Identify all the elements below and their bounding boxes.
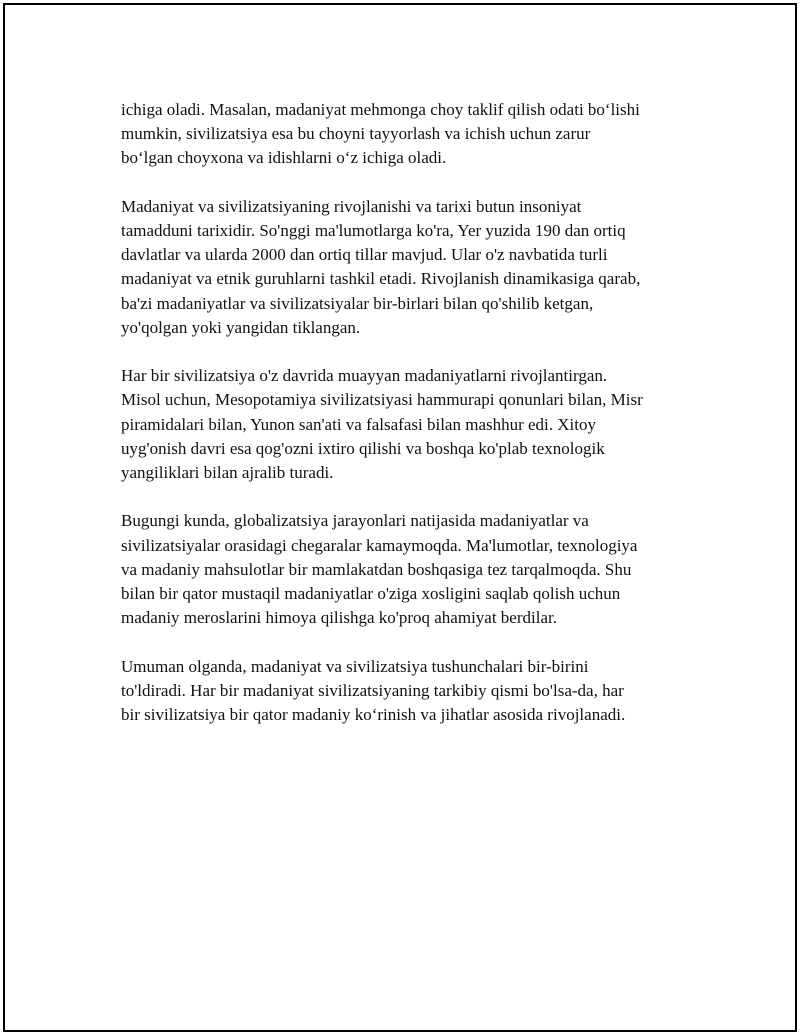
text-line: va madaniy mahsulotlar bir mamlakatdan boshqasiga tez tarqalmoqda. Shu	[121, 559, 632, 579]
text-line: mumkin, sivilizatsiya esa bu choyni tayyorlash va ichish uchun zarur	[121, 124, 591, 144]
text-line: yo'qolgan yoki yangidan tiklangan.	[121, 317, 361, 337]
text-line: bilan bir qator mustaqil madaniyatlar o'ziga xosligini saqlab qolish uchun	[121, 584, 621, 604]
text-line: Misol uchun, Mesopotamiya sivilizatsiyasi hammurapi qonunlari bilan, Misr	[121, 390, 643, 410]
text-line: uyg'onish davri esa qog'ozni ixtiro qilishi va boshqa ko'plab texnologik	[121, 438, 605, 458]
text-line: tamadduni tarixidir. So'nggi ma'lumotlarga ko'ra, Yer yuzida 190 dan ortiq	[121, 221, 626, 240]
text-line: Umuman olganda, madaniyat va sivilizatsiya tushunchalari bir-birini	[121, 656, 589, 676]
document-body	[121, 98, 701, 751]
text-line: boʻlgan choyxona va idishlarni oʻz ichiga oladi.	[121, 148, 447, 168]
text-line: madaniy meroslarini himoya qilishga ko'proq ahamiyat berdilar.	[121, 608, 557, 628]
paragraph-2	[121, 195, 701, 340]
text-line: bir sivilizatsiya bir qator madaniy koʻrinish va jihatlar asosida rivojlanadi.	[121, 705, 626, 725]
text-line: davlatlar va ularda 2000 dan ortiq tillar mavjud. Ular o'z navbatida turli	[121, 245, 608, 265]
text-line: madaniyat va etnik guruhlarni tashkil etadi. Rivojlanish dinamikasiga qarab,	[121, 269, 641, 289]
text-line: to'ldiradi. Har bir madaniyat sivilizatsiyaning tarkibiy qismi bo'lsa-da, har	[121, 680, 624, 700]
paragraph-1	[121, 98, 701, 171]
text-line: Har bir sivilizatsiya o'z davrida muayyan madaniyatlarni rivojlantirgan.	[121, 366, 608, 386]
text-line: ichiga oladi. Masalan, madaniyat mehmonga choy taklif qilish odati boʻlishi	[121, 100, 640, 119]
paragraph-3	[121, 364, 701, 485]
text-line: Bugungi kunda, globalizatsiya jarayonlari natijasida madaniyatlar va	[121, 511, 589, 531]
text-line: ba'zi madaniyatlar va sivilizatsiyalar bir-birlari bilan qo'shilib ketgan,	[121, 293, 594, 313]
text-line: yangiliklari bilan ajralib turadi.	[121, 463, 334, 483]
text-line: sivilizatsiyalar orasidagi chegaralar kamaymoqda. Ma'lumotlar, texnologiya	[121, 535, 638, 555]
text-line: piramidalari bilan, Yunon san'ati va falsafasi bilan mashhur edi. Xitoy	[121, 414, 597, 434]
paragraph-4	[121, 509, 701, 630]
paragraph-5	[121, 655, 701, 728]
document-page	[3, 3, 797, 1032]
text-line: Madaniyat va sivilizatsiyaning rivojlanishi va tarixi butun insoniyat	[121, 196, 582, 216]
